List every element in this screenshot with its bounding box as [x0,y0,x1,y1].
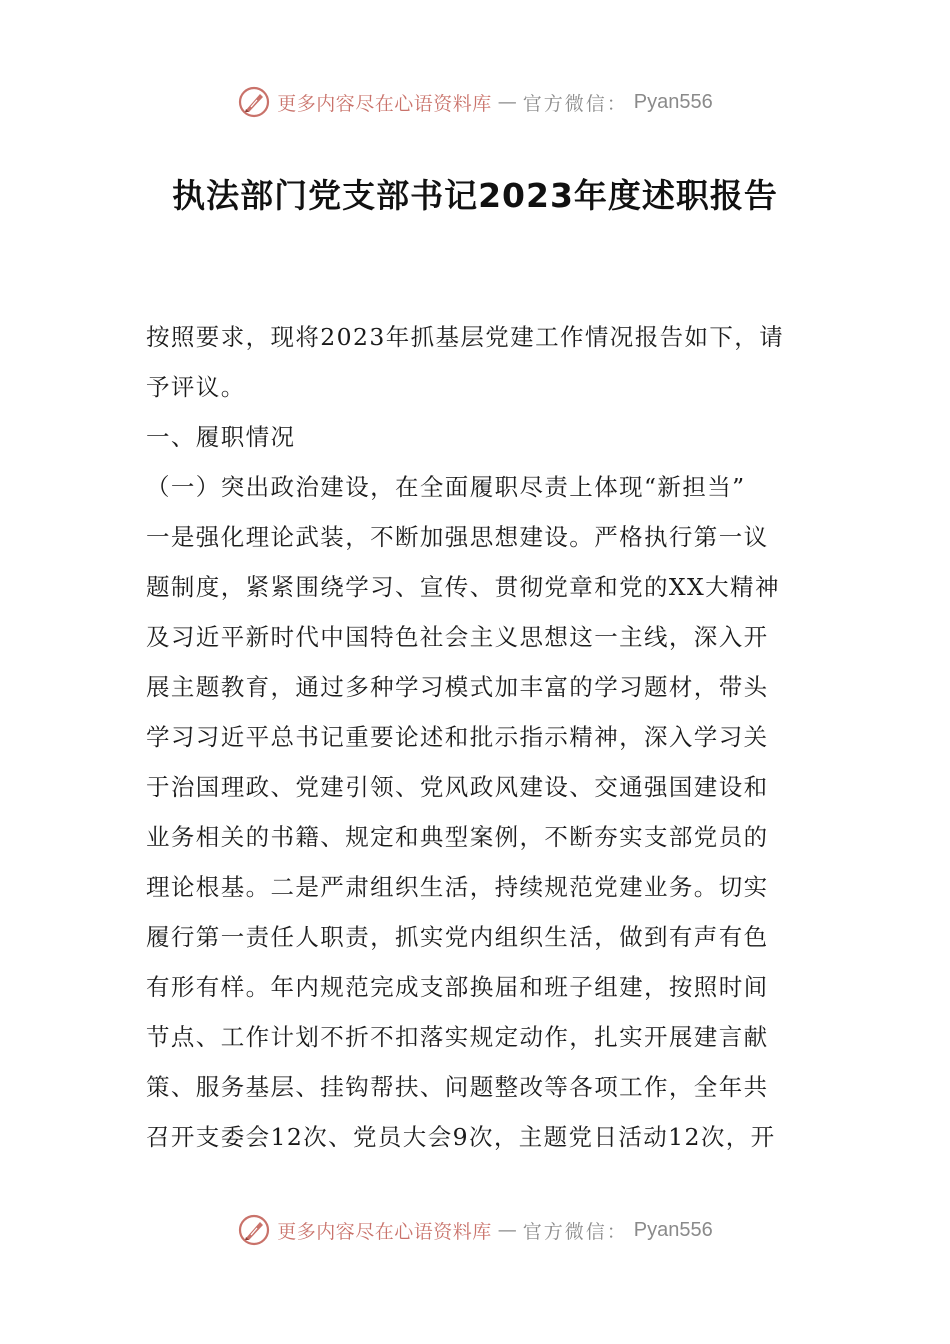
body-line: 召开支委会12次、党员大会9次，主题党日活动12次，开 [146,1123,776,1151]
body-line: 节点、工作计划不折不扣落实规定动作，扎实开展建言献 [146,1023,769,1051]
body-line: 理论根基。二是严肃组织生活，持续规范党建业务。切实 [146,873,769,901]
subsection-heading: （一）突出政治建设，在全面履职尽责上体现“新担当” [146,473,746,501]
watermark-wechat-id: Pyan556 [633,1218,713,1241]
body-line: 展主题教育，通过多种学习模式加丰富的学习题材，带头 [146,673,769,701]
body-line: 按照要求，现将2023年抓基层党建工作情况报告如下，请 [146,323,785,351]
body-line: 于治国理政、党建引领、党风政风建设、交通强国建设和 [146,773,769,801]
body-line: 学习习近平总书记重要论述和批示指示精神，深入学习关 [146,723,769,751]
quill-logo-icon [237,85,271,119]
watermark-official-label: 官方微信： [522,92,628,115]
document-body [146,312,806,1162]
body-line: 有形有样。年内规范完成支部换届和班子组建，按照时间 [146,973,769,1001]
section-heading: 一、履职情况 [146,423,296,451]
quill-logo-icon [237,1213,271,1247]
watermark-dash: — [497,91,517,113]
body-line: 策、服务基层、挂钩帮扶、问题整改等各项工作，全年共 [146,1073,769,1101]
body-line: 题制度，紧紧围绕学习、宣传、贯彻党章和党的XX大精神 [146,573,780,601]
footer-watermark [0,1210,950,1250]
body-line: 予评议。 [146,373,246,401]
body-line: 履行第一责任人职责，抓实党内组织生活，做到有声有色 [146,923,769,951]
watermark-dash: — [497,1219,517,1241]
watermark-official-label: 官方微信： [522,1220,628,1243]
header-watermark [0,82,950,122]
body-line: 及习近平新时代中国特色社会主义思想这一主线，深入开 [146,623,769,651]
body-line: 一是强化理论武装，不断加强思想建设。严格执行第一议 [146,523,769,551]
watermark-wechat-id: Pyan556 [633,90,713,113]
document-title: 执法部门党支部书记2023年度述职报告 [172,176,778,215]
watermark-text: 更多内容尽在心语资料库 [277,92,492,115]
body-line: 业务相关的书籍、规定和典型案例，不断夯实支部党员的 [146,823,769,851]
watermark-text: 更多内容尽在心语资料库 [277,1220,492,1243]
